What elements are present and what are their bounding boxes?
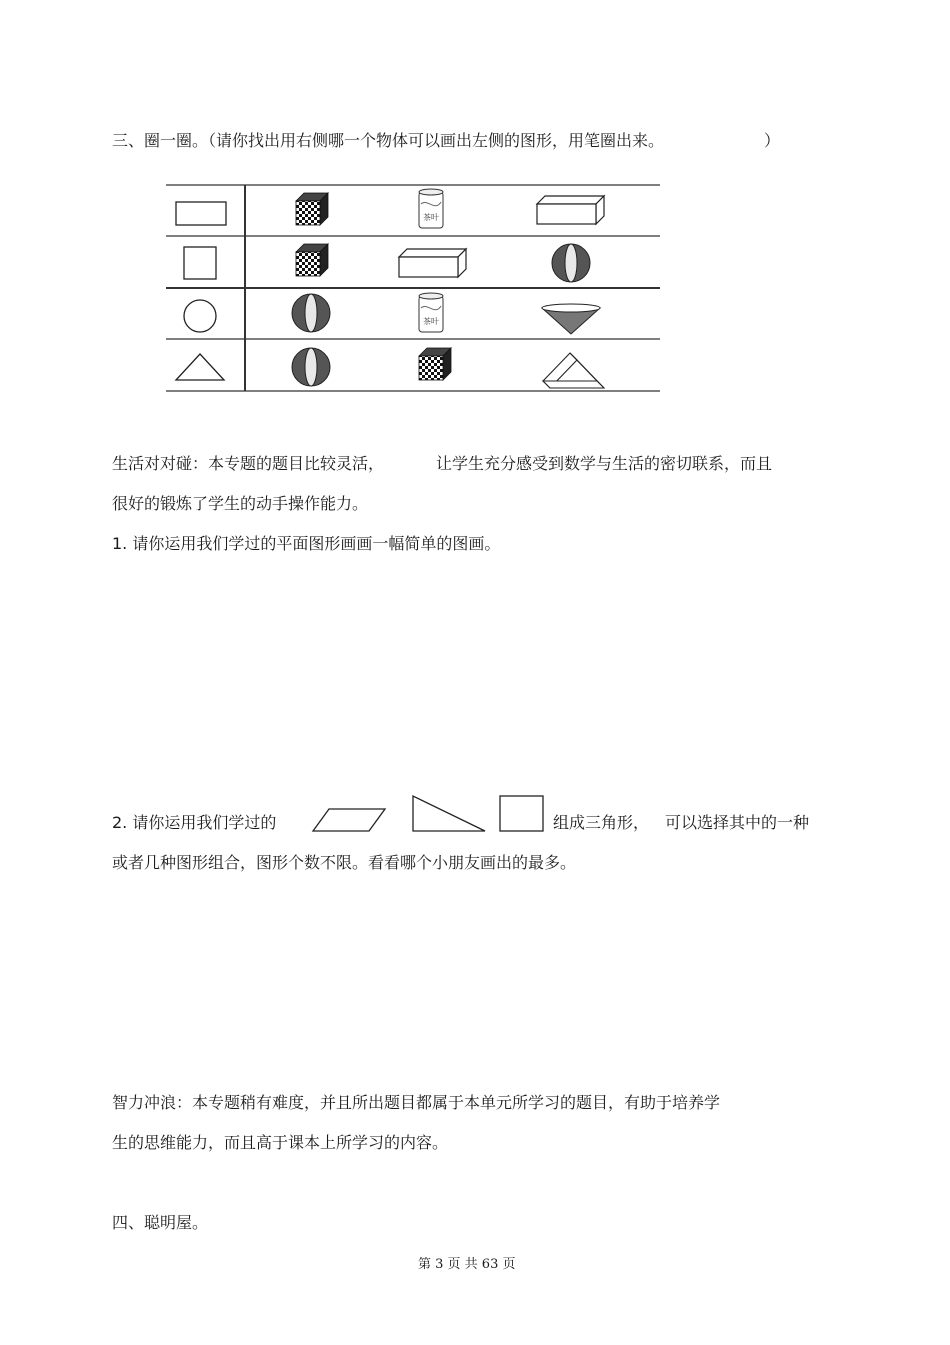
circle-shape <box>184 300 216 332</box>
rectangle-shape <box>176 202 226 225</box>
tea-can-label: 茶叶 <box>423 213 439 222</box>
checkered-cube-icon <box>296 244 328 276</box>
life-intro-a: 生活对对碰：本专题的题目比较灵活， <box>112 454 385 473</box>
tea-can-icon <box>419 189 443 228</box>
question-2-c: 可以选择其中的一种 <box>665 813 810 832</box>
life-intro-b: 让学生充分感受到数学与生活的密切联系，而且 <box>436 454 773 473</box>
tea-can-label: 茶叶 <box>423 317 439 326</box>
tea-can-icon <box>419 293 443 332</box>
wisdom-line2: 生的思维能力，而且高于课本上所学习的内容。 <box>112 1133 449 1152</box>
checkered-cube-icon <box>419 348 451 380</box>
question-2-a: 2. 请你运用我们学过的 <box>112 813 277 832</box>
section3-title: 三、圈一圈。（请你找出用右侧哪一个物体可以画出左侧的图形，用笔圈出来。 <box>112 131 665 150</box>
ball-icon <box>552 244 590 282</box>
square-shape <box>500 796 543 831</box>
right-triangle-shape <box>413 796 485 831</box>
wisdom-line1: 智力冲浪：本专题稍有难度，并且所出题目都属于本单元所学习的题目，有助于培养学 <box>112 1093 721 1112</box>
question-2-b: 组成三角形， <box>553 813 650 832</box>
page-number: 第 3 页 共 63 页 <box>418 1257 516 1272</box>
triangular-prism-icon <box>543 353 604 388</box>
ball-icon <box>292 294 330 332</box>
section3-title-close: ） <box>764 131 781 150</box>
section4-title: 四、聪明屋。 <box>112 1213 209 1232</box>
parallelogram-shape <box>313 809 385 831</box>
cone-icon <box>542 304 600 334</box>
cuboid-icon <box>537 196 604 224</box>
square-shape <box>184 247 216 279</box>
triangle-shape <box>176 354 224 380</box>
life-intro-line2: 很好的锻炼了学生的动手操作能力。 <box>112 494 369 513</box>
cuboid-icon <box>399 249 466 277</box>
question-1: 1. 请你运用我们学过的平面图形画画一幅简单的图画。 <box>112 534 501 553</box>
question-2-line2: 或者几种图形组合，图形个数不限。看看哪个小朋友画出的最多。 <box>112 853 577 872</box>
checkered-cube-icon <box>296 193 328 225</box>
ball-icon <box>292 348 330 386</box>
